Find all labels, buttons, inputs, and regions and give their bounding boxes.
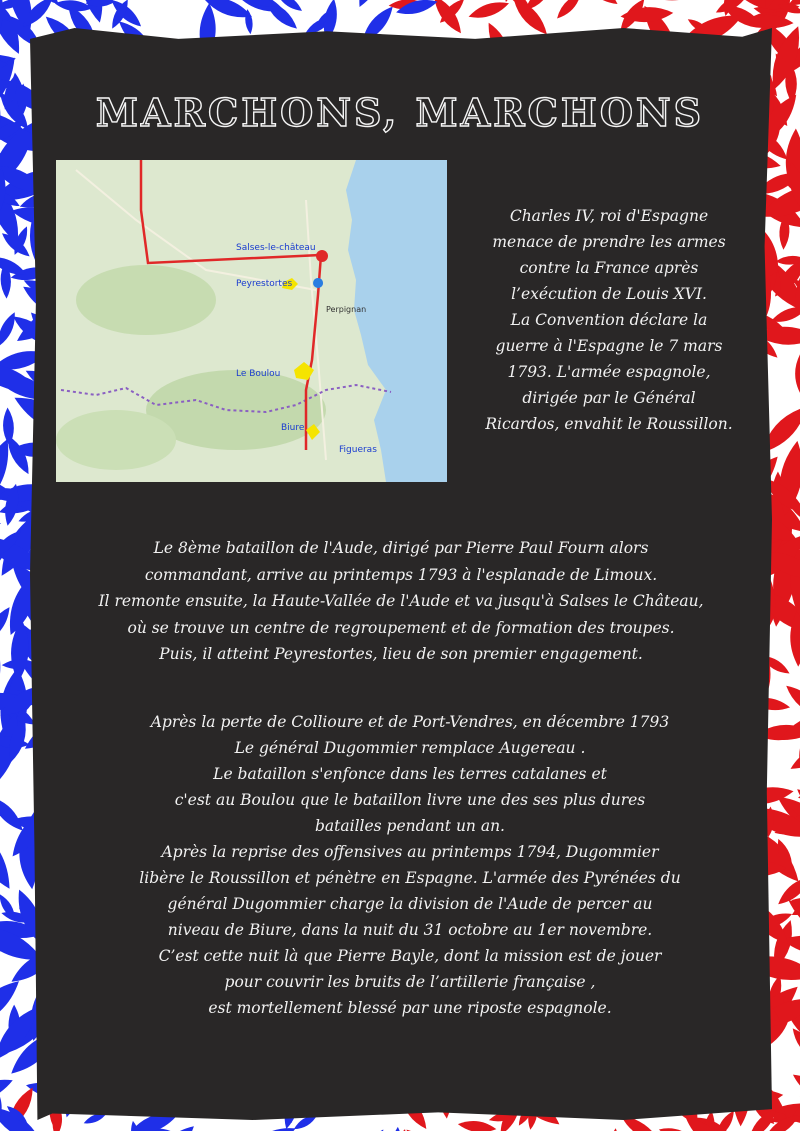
leaf-shape: [782, 681, 800, 722]
map-label-perpignan: Perpignan: [326, 305, 367, 314]
intro-paragraph: [456, 203, 762, 437]
leaf-shape: [580, 0, 621, 9]
paragraph-line: Le 8ème bataillon de l'Aude, dirigé par Pierre Paul Fourn alors: [153, 539, 649, 557]
paragraph-line: batailles pendant un an.: [315, 817, 505, 835]
campaign-paragraph: [90, 709, 730, 1021]
paragraph-line: Le général Dugommier remplace Augereau .: [234, 739, 586, 757]
paragraph-line: Le bataillon s'enfonce dans les terres catalanes et: [213, 765, 607, 783]
leaf-shape: [390, 1127, 404, 1131]
paragraph-line: guerre à l'Espagne le 7 mars: [495, 337, 723, 355]
paragraph-line: Après la reprise des offensives au printemps 1794, Dugommier: [161, 843, 659, 861]
paragraph-line: C’est cette nuit là que Pierre Bayle, dont la mission est de jouer: [158, 947, 662, 965]
leaf-shape: [788, 1025, 800, 1065]
paragraph-line: contre la France après: [519, 259, 699, 277]
map-label-biure: Biure: [281, 423, 305, 433]
paragraph-line: Puis, il atteint Peyrestortes, lieu de son premier engagement.: [159, 645, 643, 663]
map-label-salses: Salses-le-château: [236, 243, 316, 253]
paragraph-line: où se trouve un centre de regroupement et de formation des troupes.: [127, 618, 675, 637]
map-label-le-boulou: Le Boulou: [236, 369, 281, 379]
leaf-shape: [661, 0, 722, 8]
paragraph-line: Ricardos, envahit le Roussillon.: [485, 415, 733, 433]
leaf-shape: [352, 1126, 388, 1131]
paragraph-line: menace de prendre les armes: [492, 233, 726, 251]
leaf-shape: [0, 1073, 16, 1108]
paragraph-line: est mortellement blessé par une riposte espagnole.: [208, 999, 612, 1017]
paragraph-line: l’exécution de Louis XVI.: [511, 285, 707, 303]
paragraph-line: 1793. L'armée espagnole,: [507, 363, 711, 381]
leaf-shape: [352, 0, 392, 10]
leaf-shape: [658, 1125, 695, 1131]
leaf-shape: [787, 739, 800, 774]
page-title: MARCHONS, MARCHONS: [95, 90, 705, 135]
leaf-shape: [0, 517, 2, 535]
paragraph-line: pour couvrir les bruits de l’artillerie française ,: [224, 973, 596, 991]
paragraph-line: niveau de Biure, dans la nuit du 31 octobre au 1er novembre.: [167, 921, 653, 939]
leaf-shape: [789, 1069, 800, 1106]
paragraph-line: Après la perte de Collioure et de Port-Vendres, en décembre 1793: [150, 713, 670, 731]
route-map: [56, 160, 447, 482]
leaf-shape: [554, 0, 585, 22]
paragraph-line: dirigée par le Général: [522, 389, 696, 407]
leaf-shape: [795, 353, 800, 396]
map-label-figueras: Figueras: [339, 445, 377, 455]
leaf-shape: [0, 557, 1, 613]
paragraph-line: général Dugommier charge la division de l'Aude de percer au: [167, 895, 653, 913]
battalion-paragraph: [30, 535, 772, 668]
paragraph-line: Il remonte ensuite, la Haute-Vallée de l'Aude et va jusqu'à Salses le Château,: [98, 592, 704, 610]
salses-marker-icon: [316, 250, 328, 262]
leaf-shape: [467, 0, 511, 22]
paragraph-line: Charles IV, roi d'Espagne: [509, 207, 709, 225]
paragraph-line: La Convention déclare la: [510, 311, 708, 329]
leaf-shape: [0, 818, 19, 894]
leaf-shape: [401, 1124, 453, 1131]
map-label-peyrestortes: Peyrestortes: [236, 279, 293, 289]
leaf-shape: [0, 310, 19, 349]
paragraph-line: c'est au Boulou que le bataillon livre une des ses plus dures: [174, 791, 646, 809]
paragraph-line: commandant, arrive au printemps 1793 à l'esplanade de Limoux.: [144, 565, 658, 584]
paragraph-line: libère le Roussillon et pénètre en Espagne. L'armée des Pyrénées du: [139, 869, 681, 887]
